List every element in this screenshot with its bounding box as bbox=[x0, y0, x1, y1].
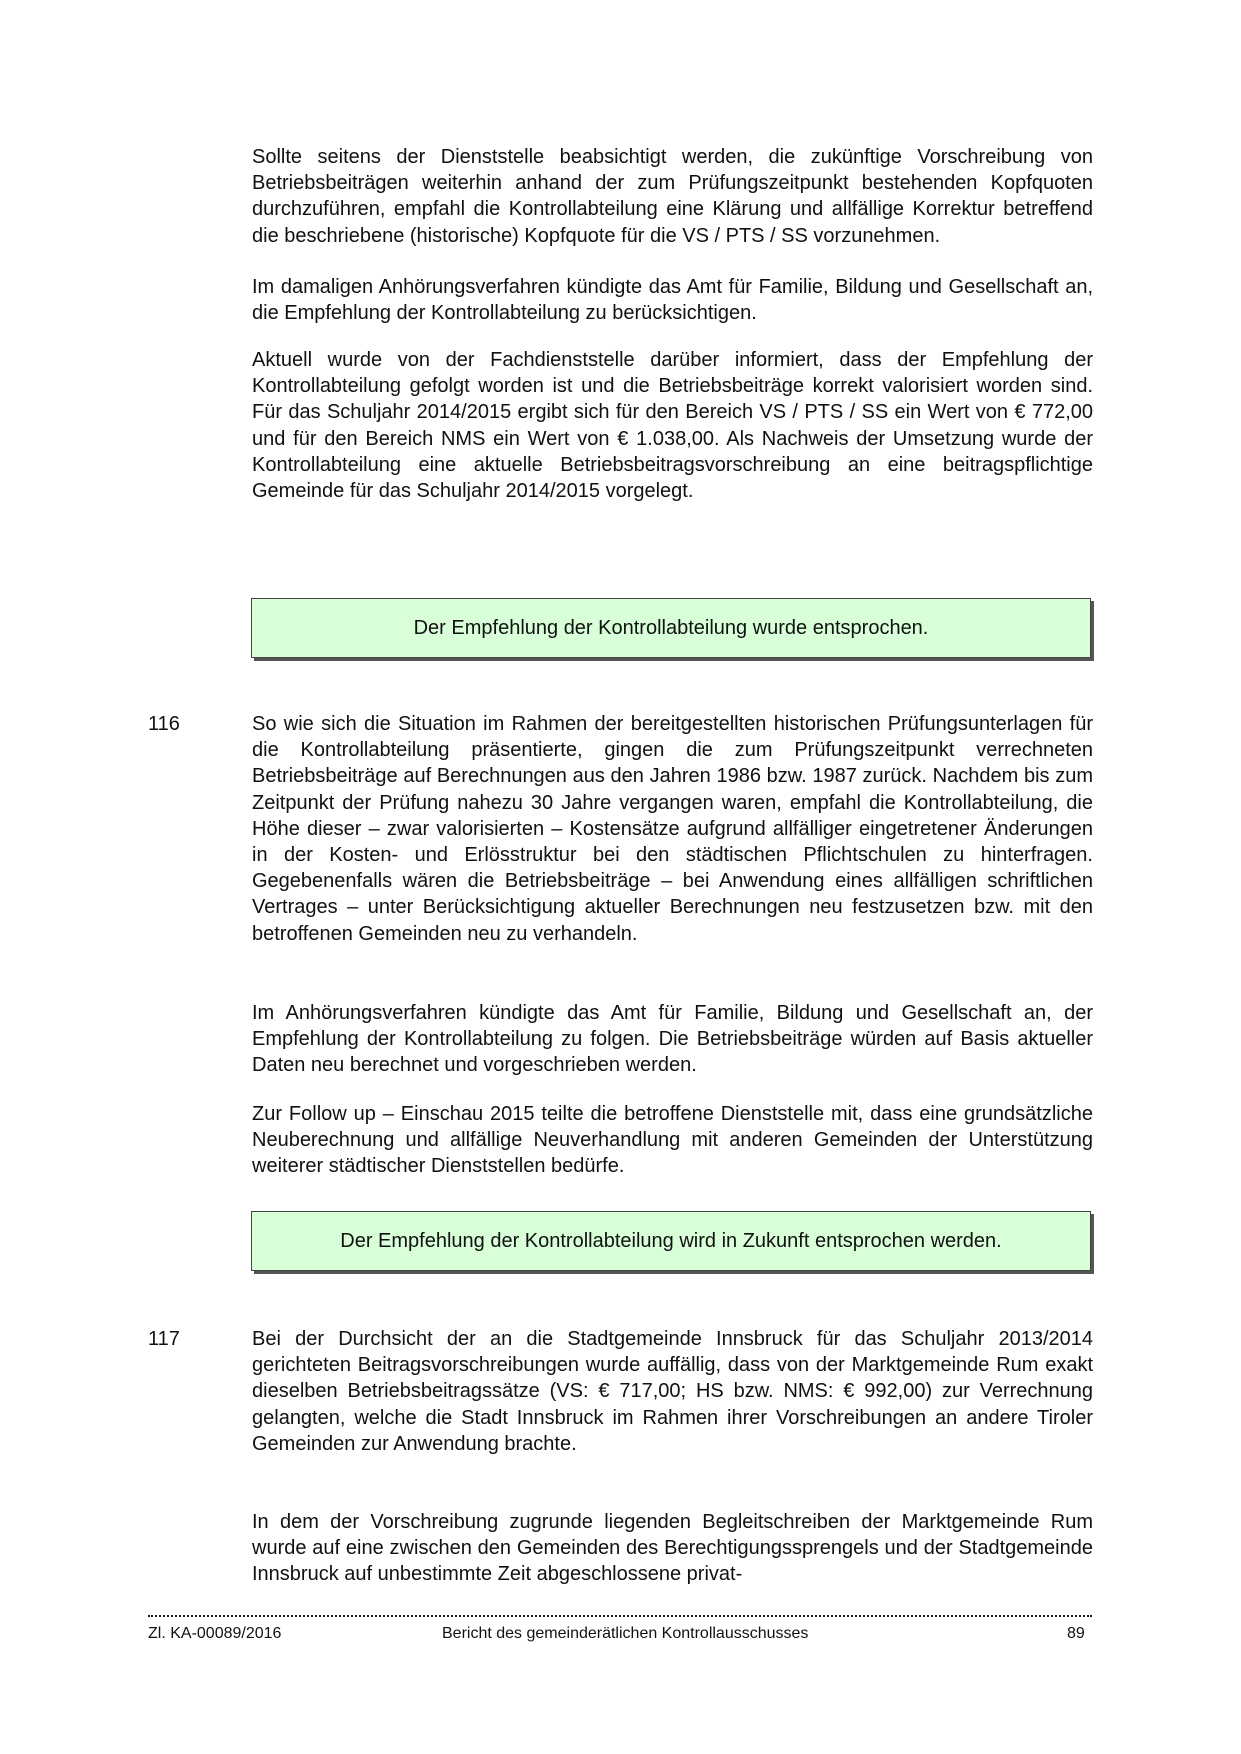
status-box-2 bbox=[251, 1211, 1091, 1271]
status-box-1-text: Der Empfehlung der Kontrollabteilung wurde entsprochen. bbox=[413, 616, 929, 639]
paragraph-kopfquote: Sollte seitens der Dienststelle beabsichtigt werden, die zukünftige Vorschreibung von Betriebsbeiträgen weiterhin anhand der zum Prüfungszeitpunkt bestehenden Kopfquoten durchzuführen, empfahl die Kontrollabteilung eine Klärung und allfällige Korrektur betreffend die beschriebene (historische) Kopfquote für die VS / PTS / SS vorzunehmen. bbox=[252, 146, 1093, 247]
footer-divider bbox=[148, 1611, 1092, 1617]
status-box-1 bbox=[251, 598, 1091, 658]
paragraph-117: Bei der Durchsicht der an die Stadtgemeinde Innsbruck für das Schuljahr 2013/2014 gerichteten Beitragsvorschreibungen wurde auffällig, dass von der Marktgemeinde Rum exakt dieselben Betriebsbeitragssätze (VS: € 717,00; HS bzw. NMS: € 992,00) zur Verrechnung gelangten, welche die Stadt Innsbruck im Rahmen ihrer Vorschreibungen an andere Tiroler Gemeinden zur Anwendung brachte. bbox=[252, 1328, 1093, 1455]
status-box-2-text: Der Empfehlung der Kontrollabteilung wird in Zukunft entsprochen werden. bbox=[340, 1229, 1002, 1252]
paragraph-follow-up: Zur Follow up – Einschau 2015 teilte die betroffene Dienststelle mit, dass eine grundsätzliche Neuberechnung und allfällige Neuverhandlung mit anderen Gemeinden der Unterstützung weiterer städtischer Dienststellen bedürfe. bbox=[252, 1103, 1093, 1178]
footer-page-number: 89 bbox=[1067, 1625, 1085, 1642]
paragraph-116: So wie sich die Situation im Rahmen der bereitgestellten historischen Prüfungsunterlagen für die Kontrollabteilung präsentierte, gingen die zum Prüfungszeitpunkt verrechneten Betriebsbeiträge auf Berechnungen aus den Jahren 1986 bzw. 1987 zurück. Nachdem bis zum Zeitpunkt der Prüfung nahezu 30 Jahre vergangen waren, empfahl die Kontrollabteilung, die Höhe dieser – zwar valorisierten – Kostensätze aufgrund allfälliger eingetretener Änderungen in der Kosten- und Erlösstruktur bei den städtischen Pflichtschulen zu hinterfragen. Gegebenenfalls wären die Betriebsbeiträge – bei Anwendung eines allfälligen schriftlichen Vertrages – unter Berücksichtigung aktueller Berechnungen neu festzusetzen bzw. mit den betroffenen Gemeinden neu zu verhandeln. bbox=[252, 713, 1093, 945]
paragraph-begleitschreiben: In dem der Vorschreibung zugrunde liegenden Begleitschreiben der Marktgemeinde Rum wurde auf eine zwischen den Gemeinden des Berechtigungssprengels und der Stadtgemeinde Innsbruck auf unbestimmte Zeit abgeschlossene privat- bbox=[252, 1511, 1093, 1586]
section-number-117: 117 bbox=[148, 1328, 180, 1350]
section-number-116: 116 bbox=[148, 713, 180, 735]
paragraph-anhoerung-2: Im Anhörungsverfahren kündigte das Amt für Familie, Bildung und Gesellschaft an, der Empfehlung der Kontrollabteilung zu folgen. Die Betriebsbeiträge würden auf Basis aktueller Daten neu berechnet und vorgeschrieben werden. bbox=[252, 1002, 1093, 1077]
paragraph-anhoerung-1: Im damaligen Anhörungsverfahren kündigte das Amt für Familie, Bildung und Gesellschaft an, die Empfehlung der Kontrollabteilung zu berücksichtigen. bbox=[252, 276, 1093, 325]
paragraph-aktuell: Aktuell wurde von der Fachdienststelle darüber informiert, dass der Empfehlung der Kontrollabteilung gefolgt worden ist und die Betriebsbeiträge korrekt valorisiert worden sind. Für das Schuljahr 2014/2015 ergibt sich für den Bereich VS / PTS / SS ein Wert von € 772,00 und für den Bereich NMS ein Wert von € 1.038,00. Als Nachweis der Umsetzung wurde der Kontrollabteilung eine aktuelle Betriebsbeitragsvorschreibung an eine beitragspflichtige Gemeinde für das Schuljahr 2014/2015 vorgelegt. bbox=[252, 349, 1093, 503]
footer-reference: Zl. KA-00089/2016 bbox=[148, 1625, 282, 1642]
footer-title: Bericht des gemeinderätlichen Kontrollausschusses bbox=[442, 1625, 809, 1642]
